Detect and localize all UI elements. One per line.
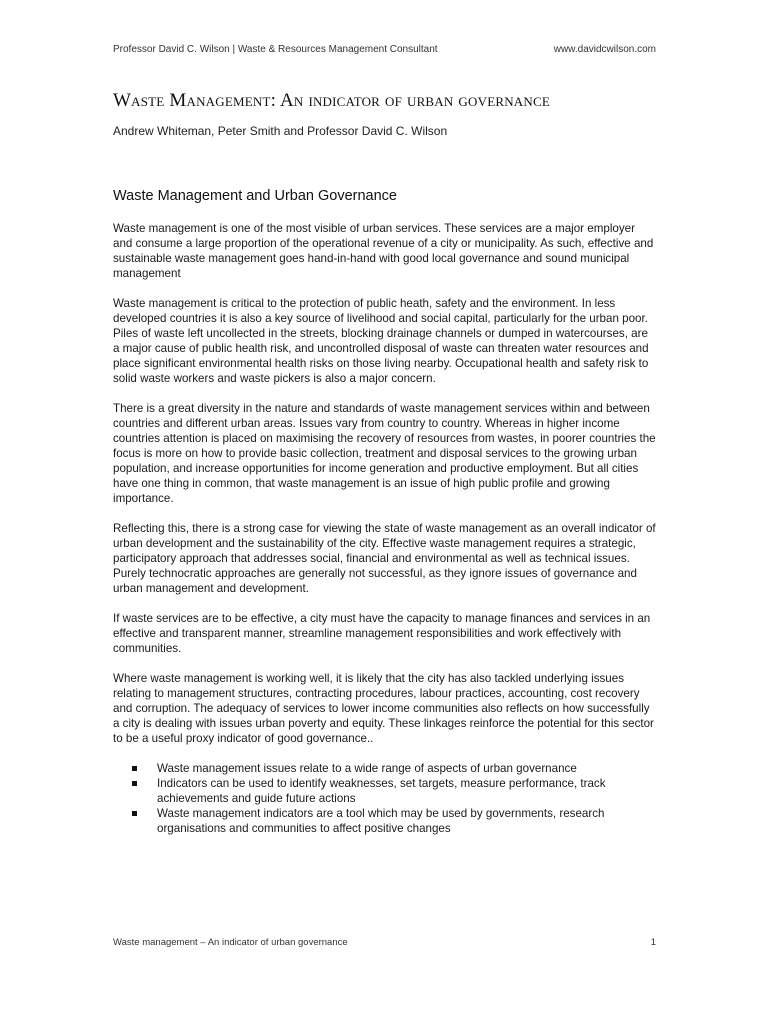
document-authors: Andrew Whiteman, Peter Smith and Professor David C. Wilson	[113, 124, 448, 138]
square-bullet-icon	[132, 811, 137, 816]
page-header	[113, 44, 656, 55]
square-bullet-icon	[132, 766, 137, 771]
page-number: 1	[650, 937, 656, 948]
bullet-list	[113, 761, 657, 836]
paragraph: If waste services are to be effective, a city must have the capacity to manage finances and services in an effective and transparent manner, streamline management responsibilities and work effectively with communities.	[113, 612, 651, 655]
square-bullet-icon	[132, 781, 137, 786]
header-website: www.davidcwilson.com	[553, 44, 656, 55]
list-item	[132, 776, 657, 806]
page-footer	[113, 937, 656, 948]
paragraph: Where waste management is working well, it is likely that the city has also tackled underlying issues relating to management structures, contracting procedures, labour practices, accounting, cost recovery and corruption. The adequacy of services to lower income communities also reflects on how successfully a city is dealing with issues urban poverty and equity. These linkages reinforce the potential for this sector to be a useful proxy indicator of good governance..	[113, 672, 654, 745]
paragraph: Waste management is one of the most visible of urban services. These services are a major employer and consume a large proportion of the operational revenue of a city or municipality. As such, effective and sustainable waste management goes hand-in-hand with good local governance and sound municipal management	[113, 222, 654, 280]
header-author-info: Professor David C. Wilson | Waste & Resources Management Consultant	[113, 44, 438, 55]
body-text	[113, 221, 657, 836]
paragraph: Waste management is critical to the protection of public heath, safety and the environment. In less developed countries it is also a key source of livelihood and social capital, particularly for the urban poor. Piles of waste left uncollected in the streets, blocking drainage channels or dumped in watercourses, are a major cause of public health risk, and uncontrolled disposal of waste can threaten water resources and place significant environmental health risks on those living nearby. Occupational health and safety risk to solid waste workers and waste pickers is also a major concern.	[113, 297, 649, 385]
paragraph: There is a great diversity in the nature and standards of waste management services within and between countries and different urban areas. Issues vary from country to country. Whereas in higher income countries attention is placed on maximising the recovery of resources from wastes, in poorer countries the focus is more on how to provide basic collection, treatment and disposal services to the growing urban population, and increase opportunities for income generation and productive employment. But all cities have one thing in common, that waste management is an issue of high public profile and growing importance.	[113, 402, 656, 505]
list-item	[132, 761, 657, 776]
document-title: Waste Management: An indicator of urban governance	[113, 90, 550, 111]
footer-document-title: Waste management – An indicator of urban governance	[113, 937, 348, 948]
section-heading: Waste Management and Urban Governance	[113, 188, 397, 204]
list-item-text: Waste management issues relate to a wide range of aspects of urban governance	[157, 762, 577, 775]
list-item-text: Indicators can be used to identify weaknesses, set targets, measure performance, track achievements and guide future actions	[157, 777, 606, 805]
list-item	[132, 806, 657, 836]
list-item-text: Waste management indicators are a tool which may be used by governments, research organisations and communities to affect positive changes	[157, 807, 605, 835]
paragraph: Reflecting this, there is a strong case for viewing the state of waste management as an overall indicator of urban development and the sustainability of the city. Effective waste management requires a strategic, participatory approach that addresses social, financial and environmental as well as technical issues. Purely technocratic approaches are generally not successful, as they ignore issues of governance and urban management and development.	[113, 522, 656, 595]
